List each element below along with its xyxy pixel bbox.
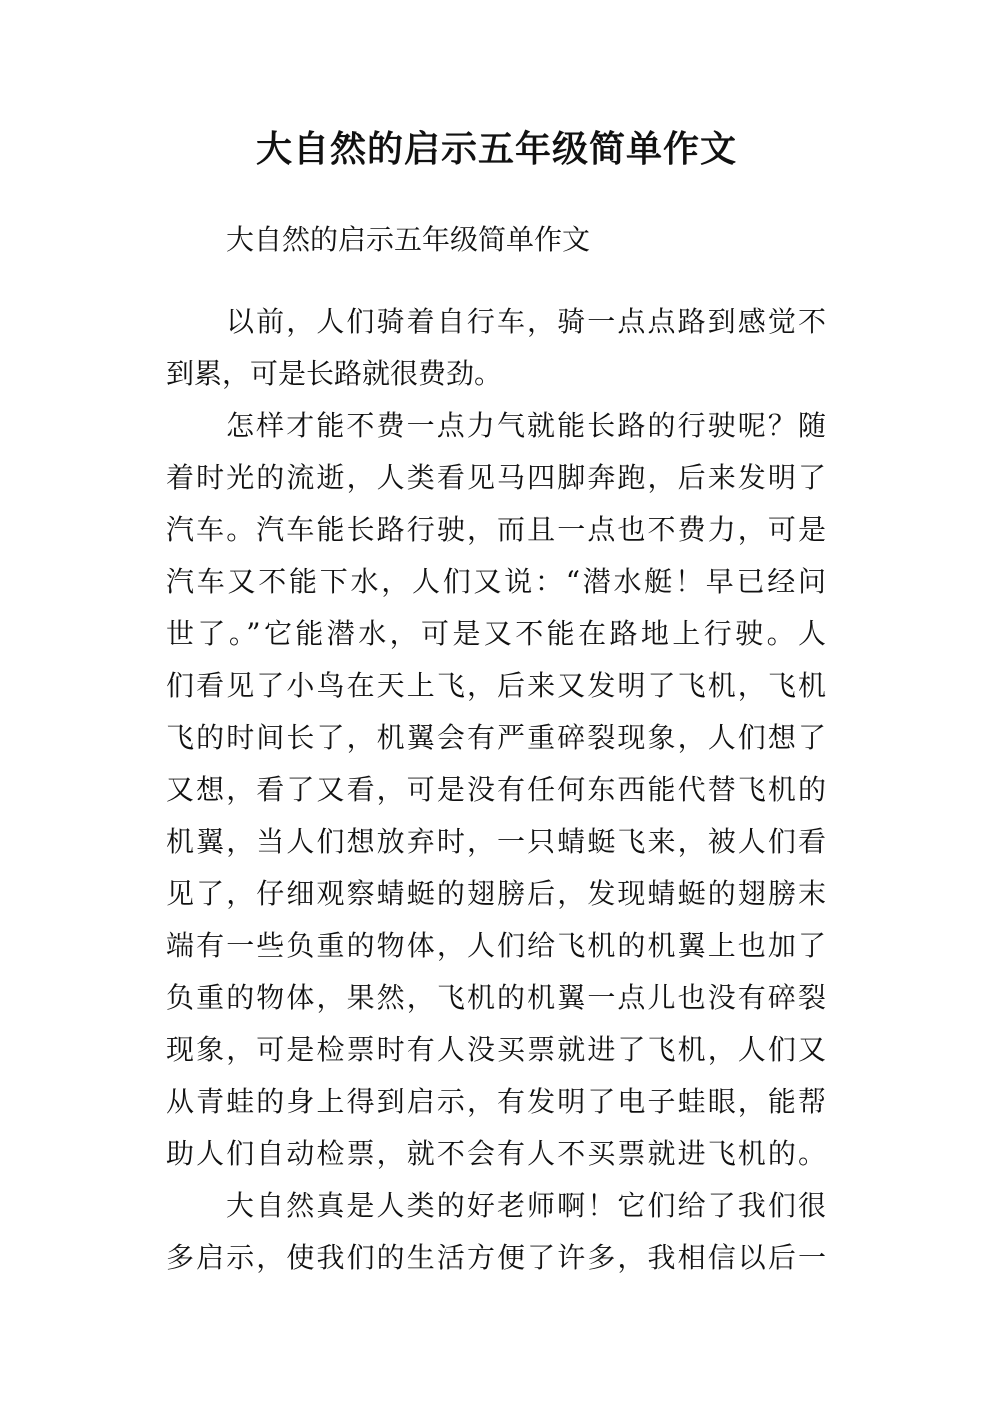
text-line: 们看见了小鸟在天上飞，后来又发明了飞机，飞机 — [166, 669, 826, 702]
text-line: 世了。”它能潜水，可是又不能在路地上行驶。人 — [166, 617, 826, 650]
document-body — [166, 214, 826, 1284]
text-line: 大自然的启示五年级简单作文 — [226, 223, 591, 256]
text-line: 见了，仔细观察蜻蜓的翅膀后，发现蜻蜓的翅膀末 — [166, 877, 826, 910]
text-line: 助人们自动检票，就不会有人不买票就进飞机的。 — [166, 1137, 826, 1170]
text-line: 又想，看了又看，可是没有任何东西能代替飞机的 — [166, 773, 826, 806]
text-line: 从青蛙的身上得到启示，有发明了电子蛙眼，能帮 — [166, 1085, 826, 1118]
text-line: 机翼，当人们想放弃时，一只蜻蜓飞来，被人们看 — [166, 825, 826, 858]
text-line: 着时光的流逝，人类看见马四脚奔跑，后来发明了 — [166, 461, 826, 494]
paragraph — [166, 214, 826, 266]
text-line: 怎样才能不费一点力气就能长路的行驶呢？随 — [226, 409, 826, 442]
text-line: 端有一些负重的物体，人们给飞机的机翼上也加了 — [166, 929, 826, 962]
text-line: 负重的物体，果然，飞机的机翼一点儿也没有碎裂 — [166, 981, 826, 1014]
paragraph — [166, 296, 826, 400]
text-line: 多启示，使我们的生活方便了许多，我相信以后一 — [166, 1241, 826, 1274]
paragraph — [166, 1180, 826, 1284]
text-line: 到累，可是长路就很费劲。 — [166, 357, 503, 390]
text-line: 汽车。汽车能长路行驶，而且一点也不费力，可是 — [166, 513, 826, 546]
text-line: 现象，可是检票时有人没买票就进了飞机，人们又 — [166, 1033, 826, 1066]
text-line: 飞的时间长了，机翼会有严重碎裂现象，人们想了 — [166, 721, 826, 754]
text-line: 大自然真是人类的好老师啊！它们给了我们很 — [226, 1189, 826, 1222]
text-line: 汽车又不能下水，人们又说：“潜水艇！早已经问 — [166, 565, 826, 598]
document-title: 大自然的启示五年级简单作文 — [255, 129, 737, 170]
text-line: 以前，人们骑着自行车，骑一点点路到感觉不 — [226, 305, 826, 338]
paragraph — [166, 400, 826, 1180]
